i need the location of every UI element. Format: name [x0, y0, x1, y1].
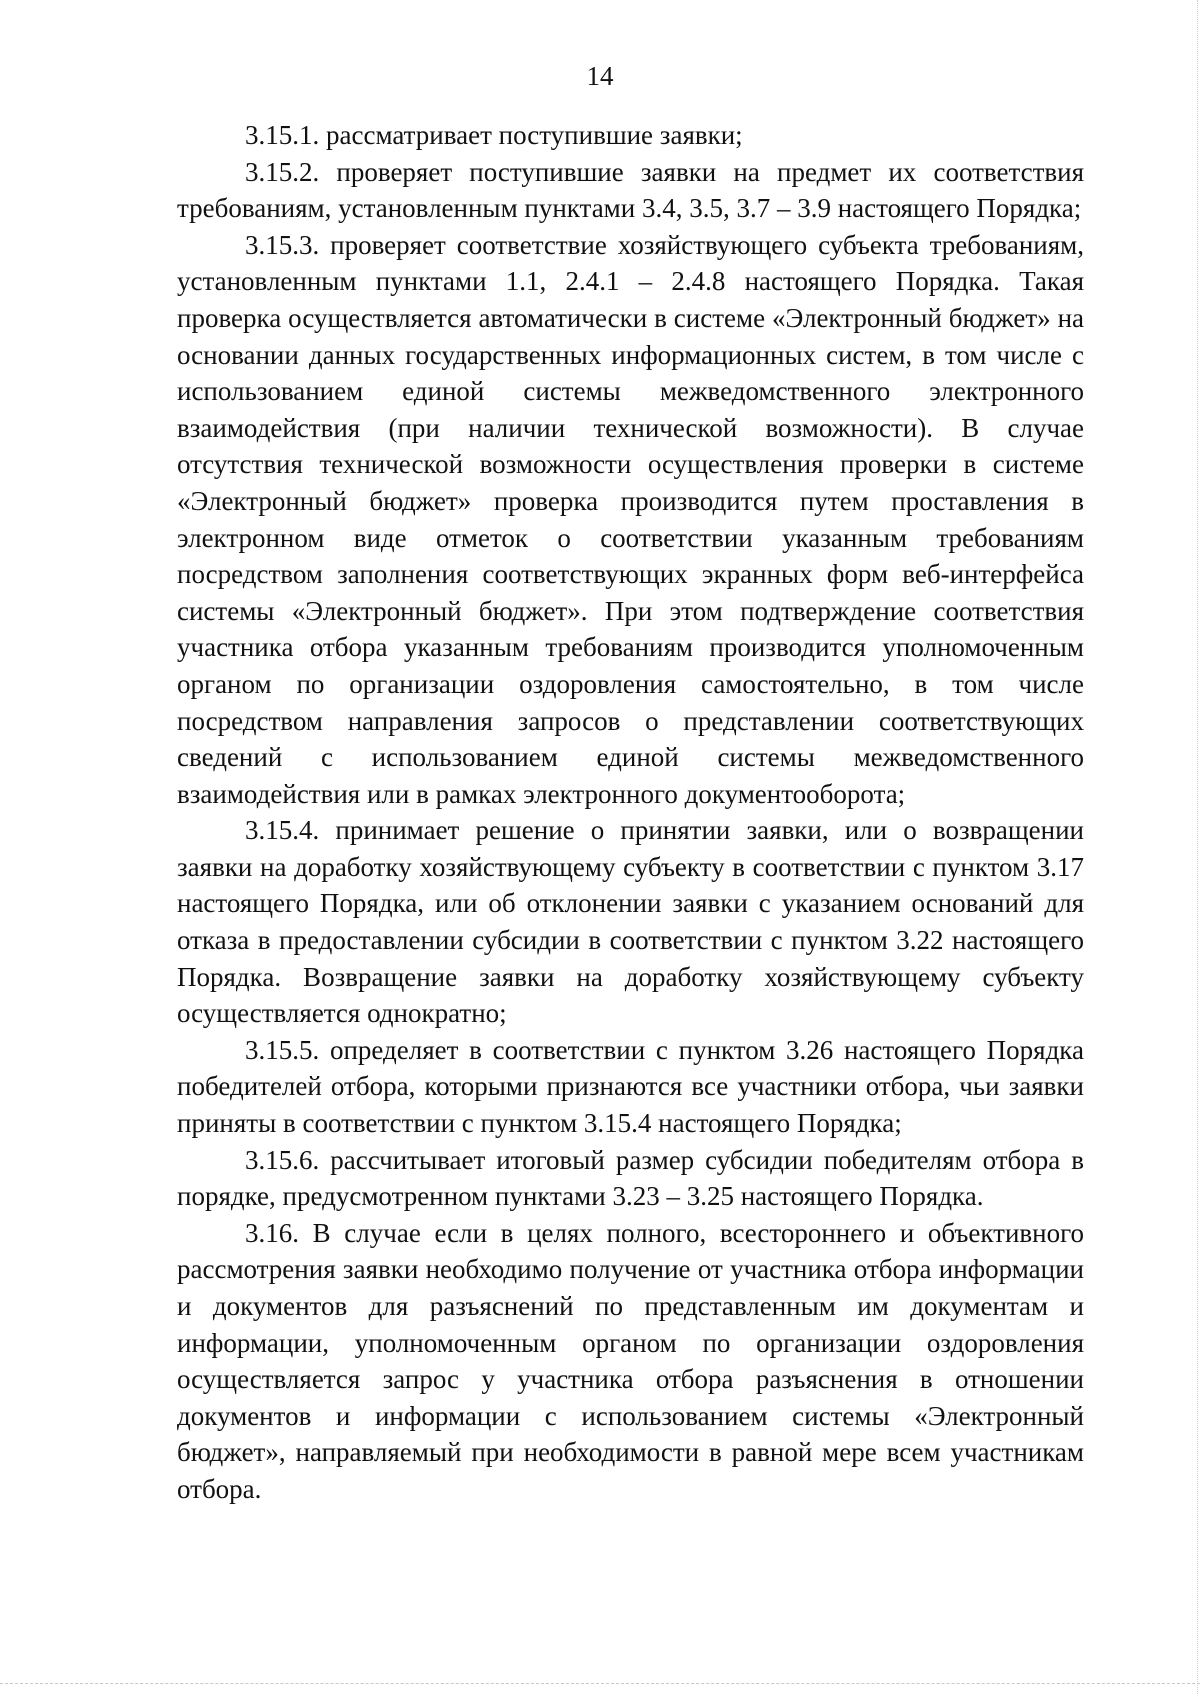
paragraph-3-15-5: 3.15.5. определяет в соответствии с пунктом 3.26 настоящего Порядка победителей отбора, которыми признаются все участники отбора, чьи заявки приняты в соответствии с пунктом 3.15.4 настоящего Порядка; — [177, 1034, 1084, 1139]
paragraph-3-15-2: 3.15.2. проверяет поступившие заявки на предмет их соответствия требованиям, установленным пунктами 3.4, 3.5, 3.7 – 3.9 настоящего Порядка; — [177, 156, 1084, 224]
page-number: 14 — [586, 61, 614, 91]
paragraph-3-15-6: 3.15.6. рассчитывает итоговый размер субсидии победителям отбора в порядке, предусмотренном пунктами 3.23 – 3.25 настоящего Порядка. — [177, 1144, 1084, 1212]
document-body — [177, 117, 1084, 1508]
paragraph-3-15-3: 3.15.3. проверяет соответствие хозяйствующего субъекта требованиям, установленным пунктами 1.1, 2.4.1 – 2.4.8 настоящего Порядка. Такая проверка осуществляется автоматически в системе «Электронный бюджет» на основании данных государственных информационных систем, в том числе с использованием единой системы межведомственного электронного взаимодействия (при наличии технической возможности). В случае отсутствия технической возможности осуществления проверки в системе «Электронный бюджет» проверка производится путем проставления в электронном виде отметок о соответствии указанным требованиям посредством заполнения соответствующих экранных форм веб-интерфейса системы «Электронный бюджет». При этом подтверждение соответствия участника отбора указанным требованиям производится уполномоченным органом по организации оздоровления самостоятельно, в том числе посредством направления запросов о представлении соответствующих сведений с использованием единой системы межведомственного взаимодействия или в рамках электронного документооборота; — [177, 229, 1084, 809]
paragraph-3-16: 3.16. В случае если в целях полного, всестороннего и объективного рассмотрения заявки необходимо получение от участника отбора информации и документов для разъяснений по представленным им документам и информации, уполномоченным органом по организации оздоровления осуществляется запрос у участника отбора разъяснения в отношении документов и информации с использованием системы «Электронный бюджет», направляемый при необходимости в равной мере всем участникам отбора. — [177, 1217, 1084, 1504]
paragraph-3-15-1: 3.15.1. рассматривает поступившие заявки; — [245, 120, 743, 150]
scan-right-edge — [1197, 0, 1198, 1694]
scan-bottom-edge — [0, 1683, 1200, 1684]
paragraph-3-15-4: 3.15.4. принимает решение о принятии заявки, или о возвращении заявки на доработку хозяйствующему субъекту в соответствии с пунктом 3.17 настоящего Порядка, или об отклонении заявки с указанием оснований для отказа в предоставлении субсидии в соответствии с пунктом 3.22 настоящего Порядка. Возвращение заявки на доработку хозяйствующему субъекту осуществляется однократно; — [177, 815, 1084, 1029]
